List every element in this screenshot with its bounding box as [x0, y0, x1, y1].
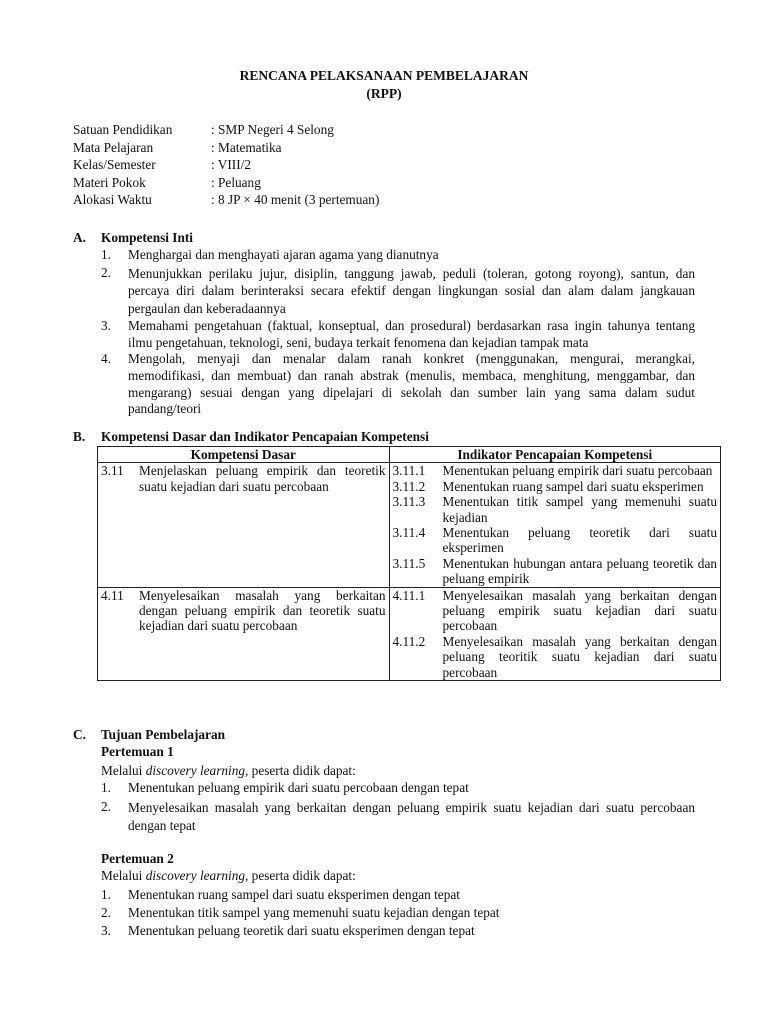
- list-item: [101, 247, 695, 264]
- document-title: RENCANA PELAKSANAAN PEMBELAJARAN: [239, 68, 529, 83]
- meeting-1-objectives: [101, 780, 695, 835]
- meeting-2-intro: [101, 868, 356, 884]
- identity-value: : VIII/2: [211, 157, 252, 173]
- identity-row: [73, 139, 379, 157]
- core-competency-list: [101, 247, 695, 418]
- list-item: [101, 265, 695, 317]
- section-title: Kompetensi Dasar dan Indikator Pencapaian Kompetensi: [101, 429, 429, 444]
- list-item: [101, 904, 695, 922]
- identity-value: : 8 JP × 40 menit (3 pertemuan): [211, 192, 380, 208]
- column-header-kd: Kompetensi Dasar: [98, 447, 390, 463]
- identity-label: Satuan Pendidikan: [73, 122, 173, 137]
- identity-row: [73, 191, 379, 209]
- list-text: Menentukan peluang empirik dari suatu percobaan dengan tepat: [128, 780, 469, 795]
- identity-label: Materi Pokok: [73, 174, 146, 190]
- indicator-text: Menentukan peluang empirik dari suatu percobaan: [442, 463, 713, 479]
- section-title: Kompetensi Inti: [101, 230, 193, 245]
- list-number: 1.: [101, 780, 111, 795]
- section-a-heading: [73, 230, 193, 246]
- indicator-code: 3.11.4: [392, 525, 426, 541]
- intro-text: Melalui: [101, 868, 146, 883]
- list-text: Menentukan ruang sampel dari suatu eksperimen dengan tepat: [128, 887, 460, 902]
- indicator-item: [393, 494, 717, 525]
- document-subtitle: (RPP): [366, 86, 402, 101]
- meeting-1-intro: [101, 763, 356, 779]
- identity-value: : SMP Negeri 4 Selong: [211, 122, 334, 137]
- indicator-cell: [389, 587, 720, 680]
- indicator-code: 3.11.3: [392, 494, 426, 510]
- list-number: 1.: [101, 887, 111, 902]
- list-text: Menghargai dan menghayati ajaran agama yang dianutnya: [128, 247, 439, 262]
- indicator-text: Menentukan peluang teoretik dari suatu eksperimen: [442, 525, 717, 556]
- section-b-heading: [73, 429, 429, 445]
- intro-text: , peserta didik dapat:: [245, 763, 356, 778]
- indicator-item: [393, 463, 717, 478]
- intro-method: discovery learning: [145, 763, 246, 778]
- indicator-item: [393, 525, 717, 556]
- list-number: 1.: [101, 247, 111, 262]
- indicator-code: 3.11.5: [392, 555, 426, 571]
- identity-value: : Matematika: [211, 139, 282, 155]
- indicator-code: 3.11.1: [392, 463, 426, 479]
- kd-cell: [98, 463, 390, 587]
- identity-value: : Peluang: [211, 174, 261, 190]
- list-item: [101, 922, 695, 940]
- section-c-heading: [73, 727, 225, 743]
- kd-cell: [98, 587, 390, 680]
- indicator-item: [393, 634, 717, 680]
- indicator-code: 3.11.2: [392, 478, 426, 494]
- competency-table: [97, 446, 721, 681]
- column-header-indicator: Indikator Pencapaian Kompetensi: [389, 447, 720, 463]
- identity-label: Kelas/Semester: [73, 157, 156, 173]
- intro-method: discovery learning: [145, 868, 246, 883]
- list-item: [101, 799, 695, 835]
- meeting-1-title: Pertemuan 1: [101, 744, 174, 759]
- identity-row: [73, 156, 379, 174]
- identity-row: [73, 121, 379, 139]
- indicator-item: [393, 556, 717, 587]
- list-item: [101, 318, 695, 351]
- section-letter: C.: [73, 727, 86, 742]
- list-number: 2.: [101, 904, 111, 920]
- identity-row: [73, 174, 379, 192]
- meeting-2-objectives: [101, 886, 695, 939]
- indicator-cell: [389, 463, 720, 587]
- table-row: [98, 463, 721, 587]
- section-title: Tujuan Pembelajaran: [101, 727, 225, 742]
- intro-text: , peserta didik dapat:: [245, 868, 356, 883]
- indicator-text: Menentukan hubungan antara peluang teoretik dan peluang empirik: [442, 555, 717, 587]
- list-number: 2.: [101, 798, 111, 814]
- list-number: 3.: [101, 922, 111, 938]
- kd-text: Menjelaskan peluang empirik dan teoretik suatu kejadian dari suatu percobaan: [139, 463, 386, 494]
- list-text: Mengolah, menyaji dan menalar dalam ranah konkret (menggunakan, mengurai, merangkai, memodifikasi, dan membuat) dan ranah abstrak (menulis, membaca, menghitung, menggambar, dan mengarang) sesuai dengan yang dipelajari di sekolah dan sumber lain yang sama dalam sudut pandang/teori: [128, 351, 695, 417]
- list-text: Menentukan titik sampel yang memenuhi suatu kejadian dengan tepat: [128, 904, 500, 920]
- list-item: [101, 886, 695, 904]
- section-letter: A.: [73, 230, 86, 245]
- indicator-code: 4.11.1: [392, 587, 426, 603]
- list-number: 4.: [101, 351, 111, 367]
- section-letter: B.: [73, 429, 86, 444]
- list-number: 2.: [101, 264, 111, 280]
- list-number: 3.: [101, 317, 111, 333]
- indicator-item: [393, 588, 717, 634]
- meeting-2-title: Pertemuan 2: [101, 851, 174, 866]
- list-text: Menunjukkan perilaku jujur, disiplin, tanggung jawab, peduli (toleran, gotong royong), santun, dan percaya diri dalam berinteraksi secara efektif dengan lingkungan sosial dan alam dalam jangkauan pergaulan dan keberadaannya: [128, 265, 695, 316]
- indicator-text: Menentukan titik sampel yang memenuhi suatu kejadian: [442, 494, 717, 525]
- list-text: Menyelesaikan masalah yang berkaitan dengan peluang empirik suatu kejadian dari suatu percobaan dengan tepat: [128, 799, 695, 833]
- indicator-text: Menentukan ruang sampel dari suatu eksperimen: [442, 478, 704, 494]
- identity-label: Mata Pelajaran: [73, 139, 154, 155]
- list-text: Menentukan peluang teoretik dari suatu eksperimen dengan tepat: [128, 922, 475, 938]
- list-item: [101, 351, 695, 418]
- indicator-code: 4.11.2: [392, 633, 426, 649]
- kd-code: 4.11: [101, 587, 124, 603]
- indicator-text: Menyelesaikan masalah yang berkaitan dengan peluang teoritik suatu kejadian dari suatu percobaan: [442, 633, 717, 680]
- indicator-item: [393, 479, 717, 494]
- table-header-row: [98, 447, 721, 463]
- intro-text: Melalui: [101, 763, 146, 778]
- table-row: [98, 587, 721, 680]
- list-item: [101, 780, 695, 797]
- kd-text: Menyelesaikan masalah yang berkaitan dengan peluang empirik dan teoretik suatu kejadian dari suatu percobaan: [139, 587, 386, 634]
- kd-code: 3.11: [101, 463, 124, 479]
- identity-label: Alokasi Waktu: [73, 192, 152, 208]
- identity-block: [73, 121, 379, 209]
- indicator-text: Menyelesaikan masalah yang berkaitan dengan peluang empirik suatu kejadian dari suatu percobaan: [442, 587, 717, 634]
- list-text: Memahami pengetahuan (faktual, konseptual, dan prosedural) berdasarkan rasa ingin tahunya tentang ilmu pengetahuan, teknologi, seni, budaya terkait fenomena dan kejadian tampak mata: [128, 317, 695, 350]
